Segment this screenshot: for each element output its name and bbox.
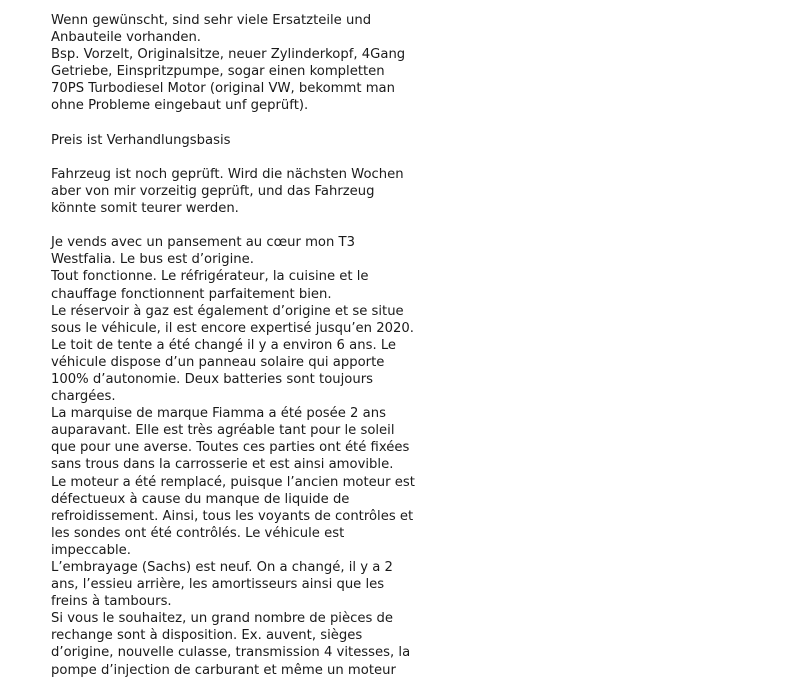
text-line: les sondes ont été contrôlés. Le véhicule est [51, 525, 345, 541]
text-line: 70PS Turbodiesel Motor (original VW, bekommt man [51, 81, 395, 97]
text-line: Preis ist Verhandlungsbasis [51, 132, 231, 148]
text-line: Westfalia. Le bus est d’origine. [51, 252, 254, 268]
text-line: Fahrzeug ist noch geprüft. Wird die nächsten Wochen [51, 166, 404, 182]
text-line: sans trous dans la carrosserie et est ainsi amovible. [51, 457, 394, 473]
paragraph [51, 166, 411, 217]
text-line: Si vous le souhaitez, un grand nombre de pièces de [51, 611, 393, 627]
text-line: véhicule dispose d’un panneau solaire qui apporte [51, 354, 385, 370]
paragraph [51, 12, 411, 115]
text-line: könnte somit teurer werden. [51, 201, 239, 217]
text-line: L’embrayage (Sachs) est neuf. On a changé, il y a 2 [51, 560, 393, 575]
text-line: aber von mir vorzeitig geprüft, und das Fahrzeug [51, 183, 375, 199]
text-line: refroidissement. Ainsi, tous les voyants de contrôles et [51, 508, 414, 524]
text-line: ans, l’essieu arrière, les amortisseurs ainsi que les [51, 577, 385, 593]
text-line: Tout fonctionne. Le réfrigérateur, la cuisine et le [51, 269, 369, 285]
text-line: auparavant. Elle est très agréable tant pour le soleil [51, 423, 395, 439]
text-line: Anbauteile vorhanden. [51, 30, 202, 46]
paragraph [51, 132, 411, 149]
text-line: Getriebe, Einspritzpumpe, sogar einen kompletten [51, 64, 385, 80]
text-line: La marquise de marque Fiamma a été posée 2 ans [51, 406, 386, 422]
text-line: chargées. [51, 389, 116, 405]
text-line: que pour une averse. Toutes ces parties ont été fixées [51, 440, 410, 456]
document-text [51, 12, 415, 679]
text-line: Wenn gewünscht, sind sehr viele Ersatzteile und [51, 13, 372, 28]
text-line: sous le véhicule, il est encore expertisé jusqu’en 2020. [51, 320, 414, 336]
paragraph [51, 234, 415, 678]
text-line: Le réservoir à gaz est également d’origine et se situe [51, 303, 404, 319]
text-line: pompe d’injection de carburant et même un moteur [51, 662, 396, 678]
text-line: défectueux à cause du manque de liquide de [51, 491, 350, 507]
text-line: freins à tambours. [51, 594, 172, 610]
text-line: ohne Probleme eingebaut unf geprüft). [51, 98, 309, 114]
text-line: Le moteur a été remplacé, puisque l’ancien moteur est [51, 474, 415, 490]
text-line: Le toit de tente a été changé il y a environ 6 ans. Le [51, 337, 397, 353]
text-line: chauffage fonctionnent parfaitement bien. [51, 286, 332, 302]
text-line: Je vends avec un pansement au cœur mon T3 [51, 235, 355, 251]
text-line: rechange sont à disposition. Ex. auvent, sièges [51, 628, 363, 644]
text-line: impeccable. [51, 542, 131, 558]
text-line: Bsp. Vorzelt, Originalsitze, neuer Zylinderkopf, 4Gang [51, 47, 406, 63]
text-line: 100% d’autonomie. Deux batteries sont toujours [51, 371, 373, 387]
text-line: d’origine, nouvelle culasse, transmission 4 vitesses, la [51, 645, 411, 661]
